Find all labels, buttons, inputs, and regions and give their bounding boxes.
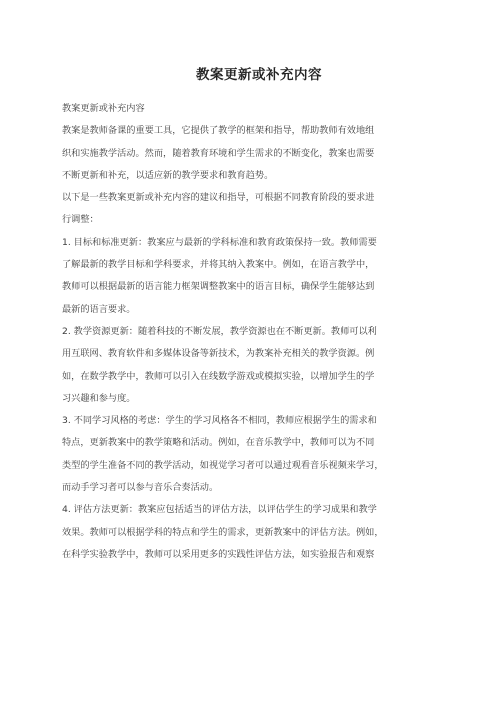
paragraph-line: 习兴趣和参与度。 <box>62 392 136 404</box>
paragraph-line: 行调整： <box>62 214 99 226</box>
paragraph-line: 效果。教师可以根据学科的特点和学生的需求，更新教案中的评估方法。例如， <box>62 526 384 538</box>
paragraph-line: 教师可以根据最新的语言能力框架调整教案中的语言目标，确保学生能够达到 <box>62 281 375 293</box>
paragraph-line: 3. 不同学习风格的考虑：学生的学习风格各不相同，教师应根据学生的需求和 <box>62 415 377 427</box>
paragraph-line: 教案更新或补充内容 <box>62 103 145 114</box>
paragraph-line: 而动手学习者可以参与音乐合奏活动。 <box>62 482 219 494</box>
paragraph-line: 织和实施教学活动。然而，随着教育环境和学生需求的不断变化，教案也需要 <box>62 147 375 159</box>
paragraph-line: 类型的学生准备不同的教学活动，如视觉学习者可以通过观看音乐视频来学习， <box>62 459 384 471</box>
paragraph-line: 教案是教师备课的重要工具，它提供了教学的框架和指导，帮助教师有效地组 <box>62 125 375 137</box>
paragraph-line: 不断更新和补充，以适应新的教学要求和教育趋势。 <box>62 169 274 181</box>
paragraph-line: 用互联网、教育软件和多媒体设备等新技术，为教案补充相关的教学资源。例 <box>62 348 375 360</box>
document-title: 教案更新或补充内容 <box>196 67 322 83</box>
document-body <box>62 98 456 566</box>
paragraph-line: 如，在数学教学中，教师可以引入在线数学游戏或模拟实验，以增加学生的学 <box>62 370 375 382</box>
paragraph-line: 以下是一些教案更新或补充内容的建议和指导，可根据不同教育阶段的要求进 <box>62 192 375 204</box>
paragraph-line: 最新的语言要求。 <box>62 303 136 315</box>
paragraph-line: 特点，更新教案中的教学策略和活动。例如，在音乐教学中，教师可以为不同 <box>62 437 375 449</box>
paragraph-line: 2. 教学资源更新：随着科技的不断发展，教学资源也在不断更新。教师可以利 <box>62 325 377 337</box>
paragraph-line: 4. 评估方法更新：教案应包括适当的评估方法，以评估学生的学习成果和教学 <box>62 504 377 516</box>
paragraph-line: 在科学实验教学中，教师可以采用更多的实践性评估方法，如实验报告和观察 <box>62 548 375 560</box>
paragraph-line: 1. 目标和标准更新：教案应与最新的学科标准和教育政策保持一致。教师需要 <box>62 236 377 248</box>
paragraph-line: 了解最新的教学目标和学科要求，并将其纳入教案中。例如，在语言教学中， <box>62 259 375 271</box>
